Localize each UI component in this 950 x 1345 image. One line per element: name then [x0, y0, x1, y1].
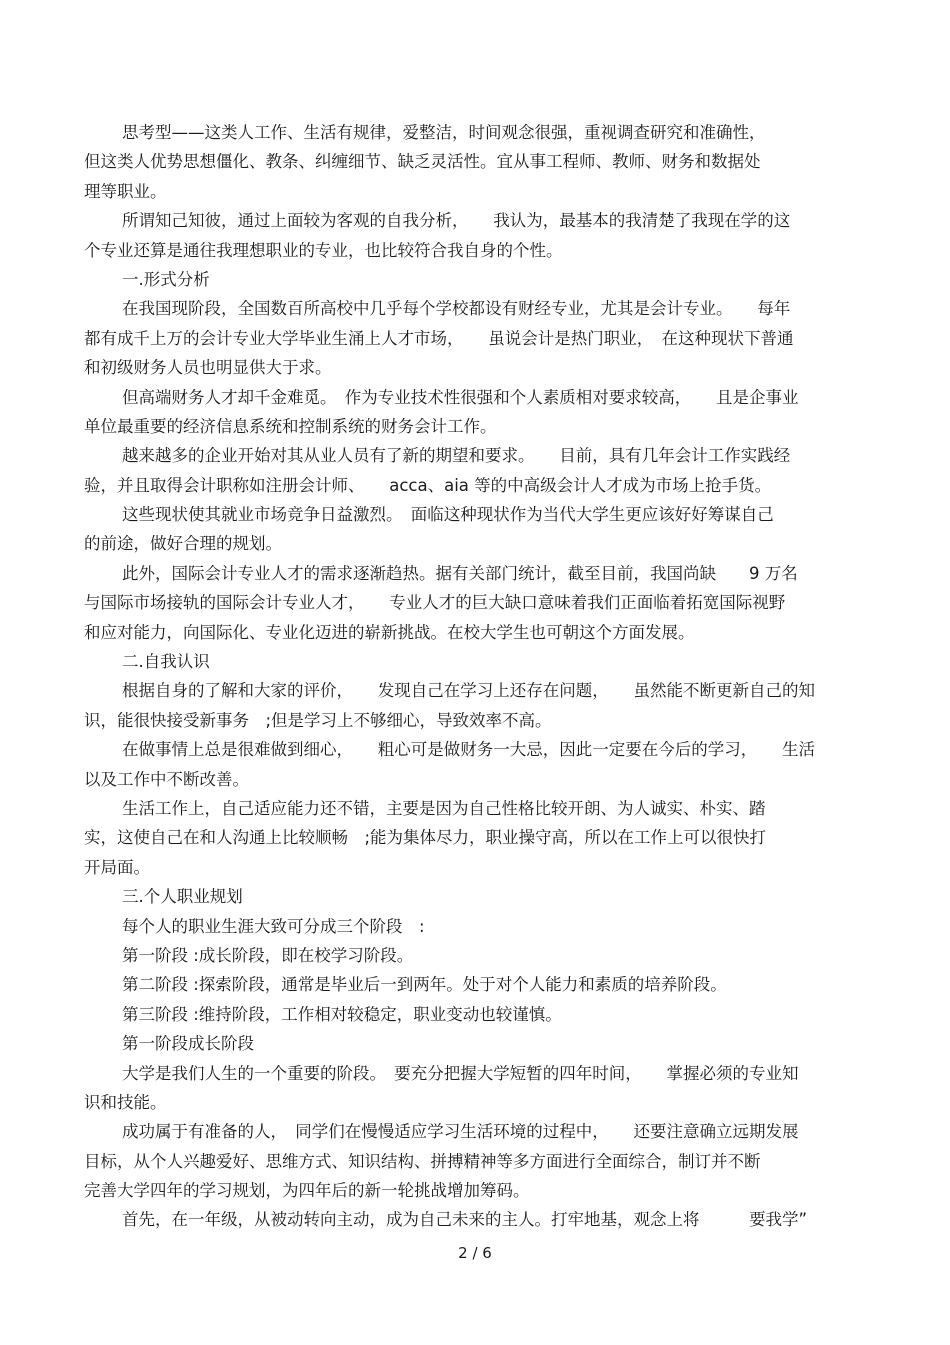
document-body: [84, 118, 874, 1235]
text-line: 和应对能力，向国际化、专业化迈进的崭新挑战。在校大学生也可朝这个方面发展。: [84, 622, 695, 642]
text-line: 生活工作上，自己适应能力还不错，主要是因为自己性格比较开朗、为人诚实、朴实、踏: [122, 798, 766, 818]
text-line: 验，并且取得会计职称如注册会计师、 acca、aia 等的中高级会计人才成为市场上抢手货。: [84, 475, 772, 495]
text-line: 完善大学四年的学习规划，为四年后的新一轮挑战增加筹码。: [84, 1181, 530, 1201]
text-line: 思考型——这类人工作、生活有规律，爱整洁，时间观念很强，重视调查研究和准确性，: [122, 123, 766, 142]
text-line: 根据自身的了解和大家的评价， 发现自己在学习上还存在问题， 虽然能不断更新自己的知: [122, 681, 815, 701]
text-line: 识和技能。: [84, 1092, 167, 1112]
text-line: 第三阶段 :维持阶段，工作相对较稳定，职业变动也较谨慎。: [122, 1004, 562, 1024]
text-line: 二.自我认识: [122, 652, 210, 672]
text-line: 开局面。: [84, 857, 150, 877]
text-line: 这些现状使其就业市场竞争日益激烈。 面临这种现状作为当代大学生更应该好好筹谋自己: [122, 505, 774, 525]
text-line: 但这类人优势思想僵化、教条、纠缠细节、缺乏灵活性。宜从事工程师、教师、财务和数据处: [84, 152, 761, 172]
text-line: 大学是我们人生的一个重要的阶段。 要充分把握大学短暂的四年时间， 掌握必须的专业知: [122, 1063, 799, 1083]
text-line: 和初级财务人员也明显供大于求。: [84, 358, 332, 378]
text-line: 三.个人职业规划: [122, 887, 243, 907]
text-line: 目标，从个人兴趣爱好、思维方式、知识结构、拼搏精神等多方面进行全面综合，制订并不断: [84, 1151, 761, 1171]
text-line: 所谓知己知彼，通过上面较为客观的自我分析， 我认为，最基本的我清楚了我现在学的这: [122, 211, 791, 231]
text-line: 成功属于有准备的人， 同学们在慢慢适应学习生活环境的过程中， 还要注意确立远期发展: [122, 1122, 799, 1142]
page-number: 2 / 6: [458, 1244, 492, 1262]
text-line: 每个人的职业生涯大致可分成三个阶段 :: [122, 916, 425, 936]
text-line: 的前途，做好合理的规划。: [84, 534, 282, 554]
text-line: 第二阶段 :探索阶段，通常是毕业后一到两年。处于对个人能力和素质的培养阶段。: [122, 975, 727, 995]
text-line: 在做事情上总是很难做到细心， 粗心可是做财务一大忌，因此一定要在今后的学习， 生活: [122, 740, 815, 760]
text-line: 第一阶段 :成长阶段，即在校学习阶段。: [122, 945, 414, 965]
text-line: 都有成千上万的会计专业大学毕业生涌上人才市场， 虽说会计是热门职业， 在这种现状下普通: [84, 328, 794, 348]
text-line: 识，能很快接受新事务 ;但是学习上不够细心，导致效率不高。: [84, 710, 552, 730]
text-line: 理等职业。: [84, 181, 167, 201]
text-line: 以及工作中不断改善。: [84, 769, 249, 789]
text-line: 首先，在一年级，从被动转向主动，成为自己未来的主人。打牢地基，观念上将 要我学”: [122, 1210, 808, 1230]
text-line: 此外，国际会计专业人才的需求逐渐趋热。据有关部门统计，截至目前，我国尚缺 9 万名: [122, 563, 798, 583]
text-line: 越来越多的企业开始对其从业人员有了新的期望和要求。 目前，具有几年会计工作实践经: [122, 446, 791, 466]
text-line: 个专业还算是通往我理想职业的专业，也比较符合我自身的个性。: [84, 240, 563, 260]
text-line: 但高端财务人才却千金难觅。 作为专业技术性很强和个人素质相对要求较高， 且是企事业: [122, 387, 799, 407]
text-line: 实，这使自己在和人沟通上比较顺畅 ;能为集体尽力，职业操守高，所以在工作上可以很快打: [84, 828, 767, 848]
text-line: 单位最重要的经济信息系统和控制系统的财务会计工作。: [84, 416, 497, 436]
text-line: 一.形式分析: [122, 269, 210, 289]
text-line: 第一阶段成长阶段: [122, 1034, 254, 1054]
text-line: 与国际市场接轨的国际会计专业人才， 专业人才的巨大缺口意味着我们正面临着拓宽国际视野: [84, 593, 786, 613]
text-line: 在我国现阶段，全国数百所高校中几乎每个学校都设有财经专业，尤其是会计专业。 每年: [122, 299, 791, 319]
